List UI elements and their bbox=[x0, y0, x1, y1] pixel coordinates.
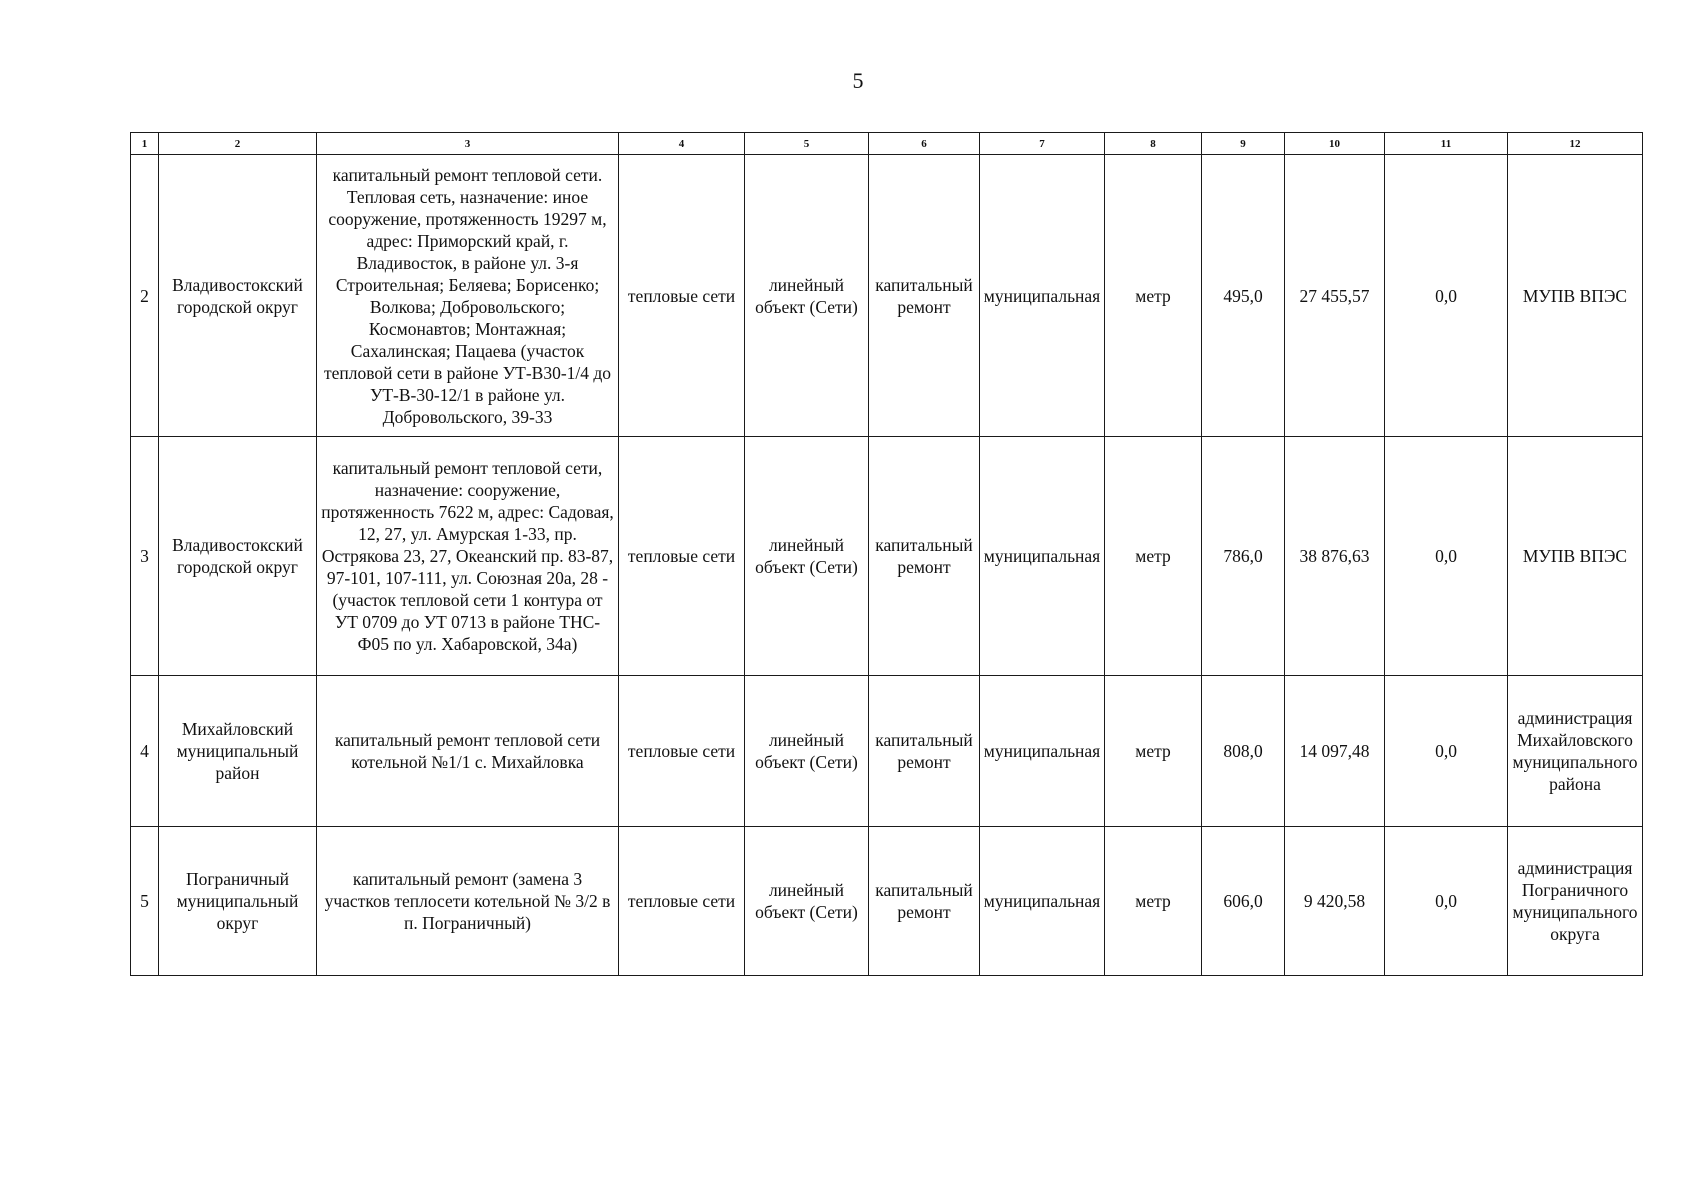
object-cell: капитальный ремонт тепловой сети, назначение: сооружение, протяженность 7622 м, адрес: Садовая, 12, 27, ул. Амурская 1-33, пр. Острякова 23, 27, Океанский пр. 83-87, 97-101, 107-111, ул. Союзная 20а, 28 - (участок тепловой сети 1 контура от УТ 0709 до УТ 0713 в районе ТНС-Ф05 по ул. Хабаровской, 34а) bbox=[317, 437, 619, 676]
col11-cell: 0,0 bbox=[1385, 437, 1508, 676]
header-col-4: 4 bbox=[619, 133, 745, 155]
header-col-5: 5 bbox=[745, 133, 869, 155]
ownership-cell: муниципальная bbox=[980, 676, 1105, 827]
quantity-cell: 495,0 bbox=[1202, 155, 1285, 437]
executor-cell: МУПВ ВПЭС bbox=[1508, 437, 1643, 676]
header-col-9: 9 bbox=[1202, 133, 1285, 155]
category-cell: линейный объект (Сети) bbox=[745, 676, 869, 827]
header-row bbox=[131, 133, 1643, 155]
quantity-cell: 786,0 bbox=[1202, 437, 1285, 676]
territory-cell: Владивостокский городской округ bbox=[159, 437, 317, 676]
ownership-cell: муниципальная bbox=[980, 437, 1105, 676]
unit-cell: метр bbox=[1105, 676, 1202, 827]
header-col-12: 12 bbox=[1508, 133, 1643, 155]
category-cell: линейный объект (Сети) bbox=[745, 827, 869, 976]
unit-cell: метр bbox=[1105, 827, 1202, 976]
header-col-1: 1 bbox=[131, 133, 159, 155]
object-cell: капитальный ремонт (замена 3 участков теплосети котельной № 3/2 в п. Пограничный) bbox=[317, 827, 619, 976]
type-cell: тепловые сети bbox=[619, 437, 745, 676]
col11-cell: 0,0 bbox=[1385, 827, 1508, 976]
works-table bbox=[130, 132, 1643, 976]
territory-cell: Пограничный муниципальный округ bbox=[159, 827, 317, 976]
unit-cell: метр bbox=[1105, 155, 1202, 437]
unit-cell: метр bbox=[1105, 437, 1202, 676]
work-cell: капитальный ремонт bbox=[869, 155, 980, 437]
header-col-10: 10 bbox=[1285, 133, 1385, 155]
header-col-6: 6 bbox=[869, 133, 980, 155]
header-col-11: 11 bbox=[1385, 133, 1508, 155]
quantity-cell: 808,0 bbox=[1202, 676, 1285, 827]
object-cell: капитальный ремонт тепловой сети котельной №1/1 с. Михайловка bbox=[317, 676, 619, 827]
cost-cell: 14 097,48 bbox=[1285, 676, 1385, 827]
work-cell: капитальный ремонт bbox=[869, 676, 980, 827]
ownership-cell: муниципальная bbox=[980, 827, 1105, 976]
row-number: 2 bbox=[131, 155, 159, 437]
quantity-cell: 606,0 bbox=[1202, 827, 1285, 976]
territory-cell: Владивостокский городской округ bbox=[159, 155, 317, 437]
type-cell: тепловые сети bbox=[619, 676, 745, 827]
table-row bbox=[131, 676, 1643, 827]
work-cell: капитальный ремонт bbox=[869, 437, 980, 676]
object-cell: капитальный ремонт тепловой сети. Тепловая сеть, назначение: иное сооружение, протяженность 19297 м, адрес: Приморский край, г. Владивосток, в районе ул. 3-я Строительная; Беляева; Борисенко; Волкова; Добровольского; Космонавтов; Монтажная; Сахалинская; Пацаева (участок тепловой сети в районе УТ-В30-1/4 до УТ-В-30-12/1 в районе ул. Добровольского, 39-33 bbox=[317, 155, 619, 437]
cost-cell: 9 420,58 bbox=[1285, 827, 1385, 976]
executor-cell: администрация Пограничного муниципального округа bbox=[1508, 827, 1643, 976]
ownership-cell: муниципальная bbox=[980, 155, 1105, 437]
col11-cell: 0,0 bbox=[1385, 676, 1508, 827]
row-number: 4 bbox=[131, 676, 159, 827]
header-col-8: 8 bbox=[1105, 133, 1202, 155]
work-cell: капитальный ремонт bbox=[869, 827, 980, 976]
table-row bbox=[131, 827, 1643, 976]
row-number: 3 bbox=[131, 437, 159, 676]
header-col-2: 2 bbox=[159, 133, 317, 155]
table-row bbox=[131, 155, 1643, 437]
table-row bbox=[131, 437, 1643, 676]
cost-cell: 38 876,63 bbox=[1285, 437, 1385, 676]
row-number: 5 bbox=[131, 827, 159, 976]
col11-cell: 0,0 bbox=[1385, 155, 1508, 437]
type-cell: тепловые сети bbox=[619, 827, 745, 976]
page-number: 5 bbox=[852, 68, 864, 93]
category-cell: линейный объект (Сети) bbox=[745, 155, 869, 437]
executor-cell: администрация Михайловского муниципального района bbox=[1508, 676, 1643, 827]
executor-cell: МУПВ ВПЭС bbox=[1508, 155, 1643, 437]
header-col-3: 3 bbox=[317, 133, 619, 155]
cost-cell: 27 455,57 bbox=[1285, 155, 1385, 437]
territory-cell: Михайловский муниципальный район bbox=[159, 676, 317, 827]
category-cell: линейный объект (Сети) bbox=[745, 437, 869, 676]
header-col-7: 7 bbox=[980, 133, 1105, 155]
type-cell: тепловые сети bbox=[619, 155, 745, 437]
